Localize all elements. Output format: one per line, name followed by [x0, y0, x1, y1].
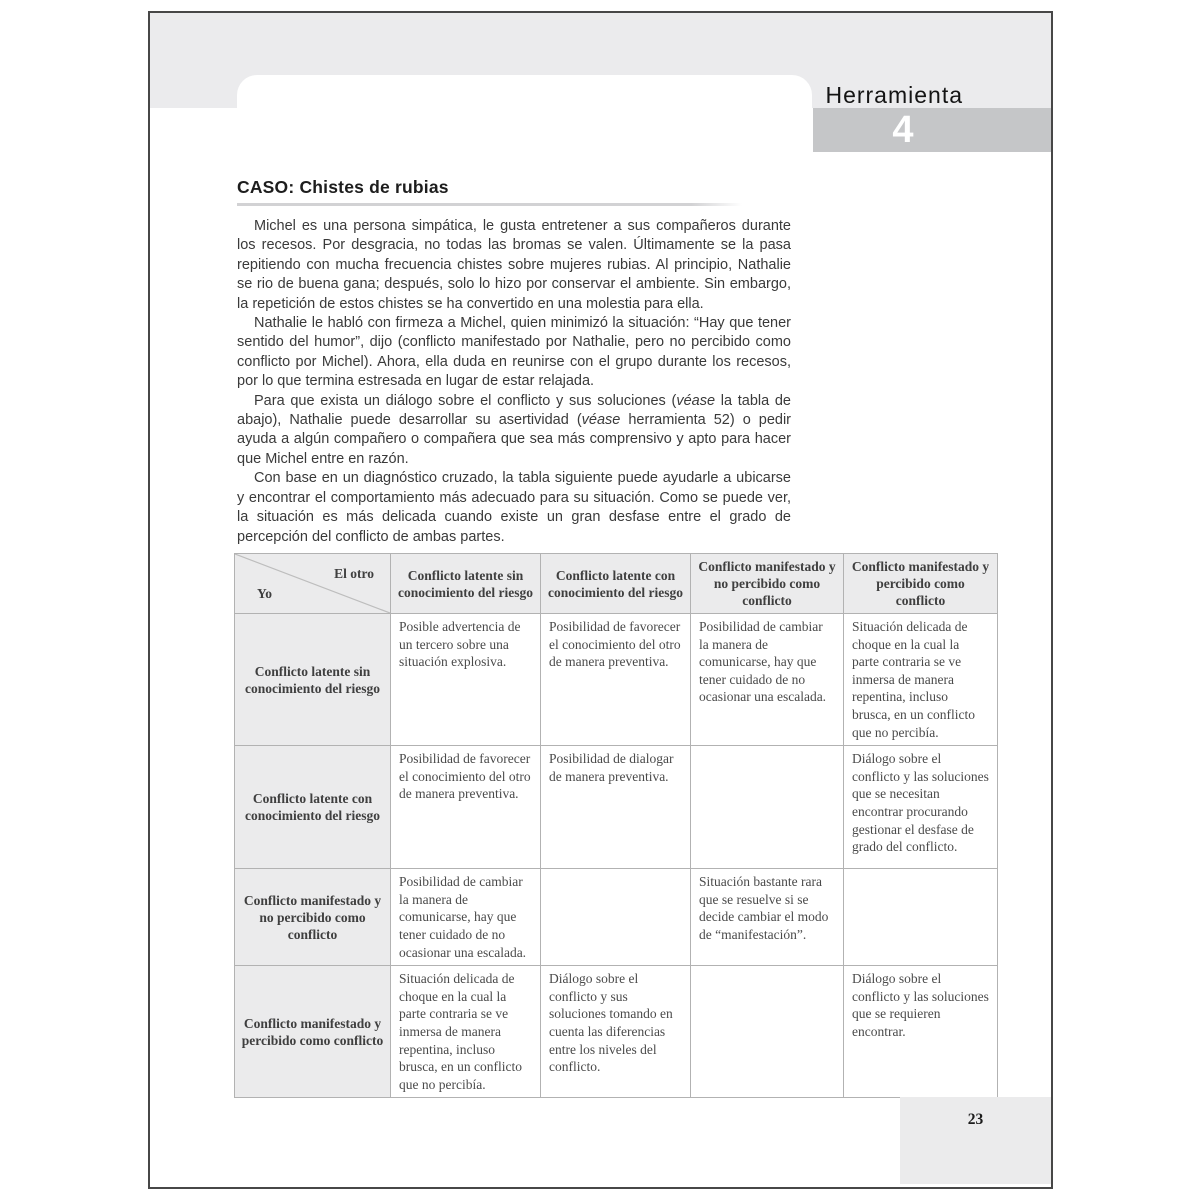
- paragraph-3: Para que exista un diálogo sobre el conflicto y sus soluciones (véase la tabla de abajo), Nathalie puede desarrollar su asertividad (véase herramienta 52) o pedir ayuda a algún compañero o compañera que sea más comprensivo y apto para hacer que Michel entre en razón.: [237, 392, 792, 467]
- column-header-1: Conflicto latente sin conocimiento del riesgo: [391, 554, 541, 614]
- herramienta-number-bar: [813, 108, 1051, 152]
- herramienta-number: 4: [892, 109, 914, 151]
- row-label-4: Conflicto manifestado y percibido como conflicto: [235, 966, 391, 1098]
- table-cell: Situación bastante rara que se resuelve si se decide cambiar el modo de “manifestación”.: [691, 869, 844, 966]
- row-label-1: Conflicto latente sin conocimiento del riesgo: [235, 614, 391, 746]
- corner-label-yo: Yo: [257, 586, 273, 601]
- table-header-row: [235, 554, 998, 614]
- table-cell: [844, 869, 998, 966]
- herramienta-label: Herramienta: [825, 82, 963, 108]
- table-cell: Posibilidad de favorecer el conocimiento del otro de manera preventiva.: [391, 746, 541, 869]
- table-cell: Posibilidad de cambiar la manera de comunicarse, hay que tener cuidado de no ocasionar una escalada.: [691, 614, 844, 746]
- table-cell: Diálogo sobre el conflicto y sus soluciones tomando en cuenta las diferencias entre los niveles del conflicto.: [541, 966, 691, 1098]
- table-cell: Diálogo sobre el conflicto y las soluciones que se requieren encontrar.: [844, 966, 998, 1098]
- table-cell: Posibilidad de favorecer el conocimiento del otro de manera preventiva.: [541, 614, 691, 746]
- table-cell: Situación delicada de choque en la cual la parte contraria se ve inmersa de manera repentina, incluso brusca, en un conflicto que no percibía.: [844, 614, 998, 746]
- corner-label-other: El otro: [334, 566, 374, 581]
- page-number: 23: [967, 1111, 984, 1128]
- content-panel: [237, 75, 812, 145]
- paragraph-2: Nathalie le habló con firmeza a Michel, quien minimizó la situación: “Hay que tener sentido del humor”, dijo (conflicto manifestado por Nathalie, pero no percibido como conflicto por Michel). Ahora, ella duda en reunirse con el grupo durante los recesos, por lo que termina estresada en lugar de estar relajada.: [237, 315, 791, 390]
- table-cell: [541, 869, 691, 966]
- paragraph-1: Michel es una persona simpática, le gusta entretener a sus compañeros durante los recesos. Por desgracia, no todas las bromas se valen. Últimamente se la pasa repitiendo con mucha frecuencia chistes sobre mujeres rubias. Al principio, Nathalie se rio de buena gana; después, solo lo hizo por conservar el ambiente. Sin embargo, la repetición de estos chistes se ha convertido en una molestia para ella.: [237, 218, 791, 312]
- table-cell: Diálogo sobre el conflicto y las soluciones que se necesitan encontrar procurando gestionar el desfase de grado del conflicto.: [844, 746, 998, 869]
- table-cell: [691, 746, 844, 869]
- table-cell: Situación delicada de choque en la cual la parte contraria se ve inmersa de manera repentina, incluso brusca, en un conflicto que no percibía.: [391, 966, 541, 1098]
- table-row: [235, 746, 998, 869]
- row-label-2: Conflicto latente con conocimiento del riesgo: [235, 746, 391, 869]
- table-cell: Posible advertencia de un tercero sobre una situación explosiva.: [391, 614, 541, 746]
- diagnosis-table: [234, 553, 998, 1098]
- case-title: CASO: Chistes de rubias: [237, 177, 449, 197]
- page-inner: [150, 13, 1051, 1187]
- column-header-4: Conflicto manifestado y percibido como conflicto: [844, 554, 998, 614]
- diagonal-divider-icon: [235, 554, 390, 613]
- case-content: [237, 177, 791, 547]
- table-row: [235, 614, 998, 746]
- corner-cell: [235, 554, 391, 614]
- table-cell: [691, 966, 844, 1098]
- table-row: [235, 966, 998, 1098]
- row-label-3: Conflicto manifestado y no percibido como conflicto: [235, 869, 391, 966]
- table-row: [235, 869, 998, 966]
- table-cell: Posibilidad de dialogar de manera preventiva.: [541, 746, 691, 869]
- title-rule: [237, 203, 742, 206]
- paragraph-4: Con base en un diagnóstico cruzado, la tabla siguiente puede ayudarle a ubicarse y encontrar el comportamiento más adecuado para su situación. Como se puede ver, la situación es más delicada cuando existe un gran desfase entre el grado de percepción del conflicto de ambas partes.: [237, 470, 791, 545]
- table-cell: Posibilidad de cambiar la manera de comunicarse, hay que tener cuidado de no ocasionar una escalada.: [391, 869, 541, 966]
- page-number-box: [900, 1097, 1051, 1184]
- diagnosis-table-wrap: [234, 553, 998, 1098]
- column-header-3: Conflicto manifestado y no percibido como conflicto: [691, 554, 844, 614]
- column-header-2: Conflicto latente con conocimiento del riesgo: [541, 554, 691, 614]
- book-page: [148, 11, 1053, 1189]
